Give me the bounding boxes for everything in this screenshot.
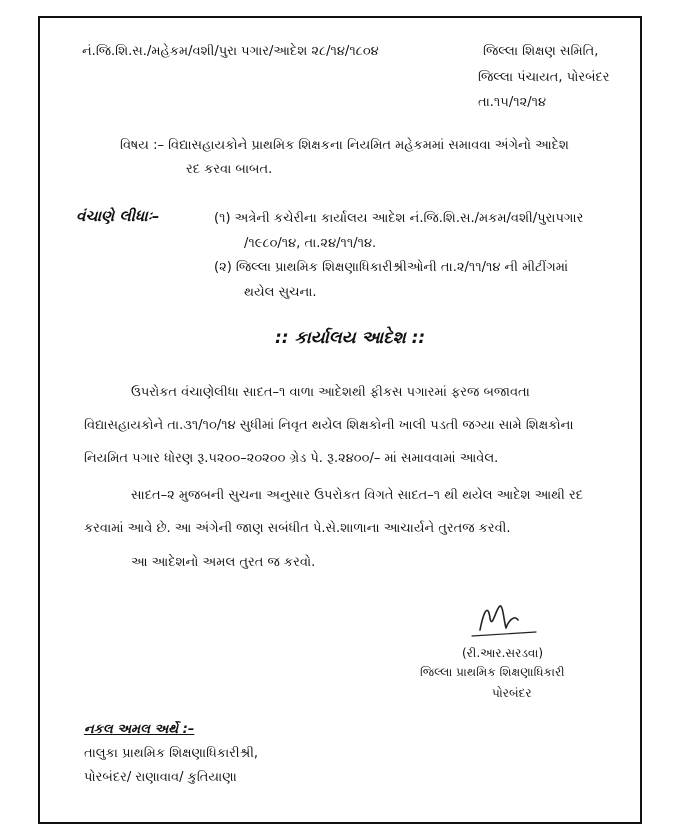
paragraph-1-line-3: નિયમિત પગાર ધોરણ રૂ.૫૨૦૦–૨૦૨૦૦ ગ્રેડ પે. રૂ.૨૪૦૦/– માં સમાવવામાં આવેલ.: [84, 451, 499, 466]
letter-date: તા.૧૫/૧૨/૧૪: [478, 95, 547, 110]
signature-image: [470, 600, 540, 640]
reference-item-1-line-2: /૧૯૮૦/૧૪, તા.૨૪/૧૧/૧૪.: [244, 236, 377, 251]
signatory-designation: જિલ્લા પ્રાથમિક શિક્ષણાધિકારી: [420, 665, 565, 679]
reference-item-1-line-1: (૧) અત્રેની કચેરીના કાર્યાલય આદેશ નં.જિ.શિ.સ./મકમ/વશી/પુરાપગાર: [214, 211, 584, 226]
signatory-place: પોરબંદર: [492, 686, 532, 700]
copy-to-label: નકલ અમલ અર્થે :–: [84, 722, 195, 737]
paragraph-1-line-2: વિદ્યાસહાયકોને તા.૩૧/૧૦/૧૪ સુધીમાં નિવૃત થયેલ શિક્ષકોની ખાલી પડતી જગ્યા સામે શિક્ષકોના: [84, 418, 574, 433]
order-title: :: કાર્યાલય આદેશ ::: [275, 328, 426, 348]
reference-item-2-line-1: (૨) જિલ્લા પ્રાથમિક શિક્ષણાધિકારીશ્રીઓની તા.૨/૧૧/૧૪ ની મીટીંગમાં: [214, 260, 569, 275]
paragraph-2-line-1: સાદત–૨ મુજબની સુચના અનુસાર ઉપરોકત વિગતે સાદત–૧ થી થયેલ આદેશ આથી રદ: [131, 488, 583, 503]
paragraph-3: આ આદેશનો અમલ તુરત જ કરવો.: [131, 555, 316, 570]
office-name: જિલ્લા શિક્ષણ સમિતિ,: [483, 44, 599, 59]
reference-number: નં.જિ.શિ.સ./મહેકમ/વશી/પુરા પગાર/આદેશ ૨૮/૧૪/૧૮૦૪: [82, 44, 379, 59]
signatory-name: (રી.આર.સરડવા): [462, 646, 544, 660]
office-address: જિલ્લા પંચાયત, પોરબંદર: [478, 70, 610, 85]
paragraph-2-line-2: કરવામાં આવે છે. આ અંગેની જાણ સબંધીત પે.સે.શાળાના આચાર્યને તુરતજ કરવી.: [84, 521, 511, 536]
subject-line-2: રદ કરવા બાબત.: [186, 162, 273, 177]
paragraph-1-line-1: ઉપરોકત વંચાણેલીધા સાદત–૧ વાળા આદેશથી ફીકસ પગારમાં ફરજ બજાવતા: [131, 385, 530, 400]
references-label: વંચાણે લીધાઃ–: [76, 207, 160, 225]
copy-to-line-2: પોરબંદર/ રાણાવાવ/ કુતિયાણા: [84, 770, 237, 785]
copy-to-line-1: તાલુકા પ્રાથમિક શિક્ષણાધિકારીશ્રી,: [84, 746, 259, 761]
reference-item-2-line-2: થયેલ સુચના.: [244, 285, 317, 300]
subject-line-1: વિષય :– વિદ્યાસહાયકોને પ્રાથમિક શિક્ષકના નિયમિત મહેકમમાં સમાવવા અંગેનો આદેશ: [120, 138, 569, 153]
